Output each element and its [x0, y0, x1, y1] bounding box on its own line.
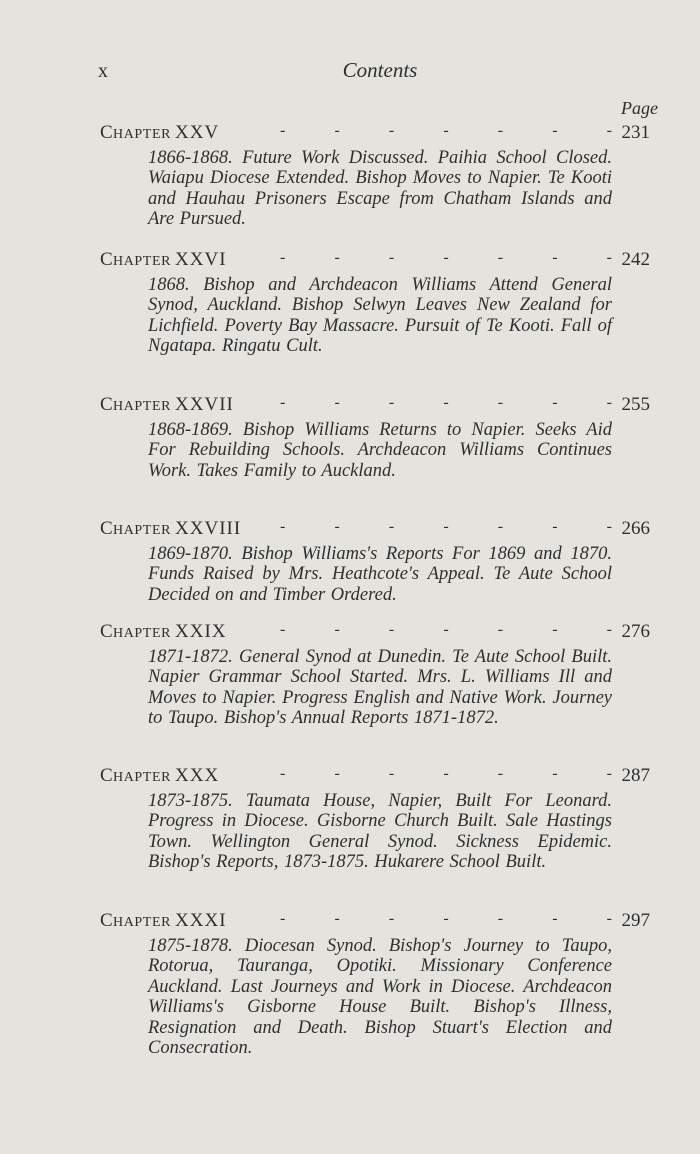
chapter-heading: CHAPTER XXVII	[100, 394, 234, 415]
page-number: 287	[621, 765, 650, 786]
chapter-line	[0, 518, 700, 544]
chapter-summary: 1866-1868. Future Work Discussed. Paihia School Closed. Waiapu Diocese Extended. Bishop Moves to Napier. Te Kooti and Hauhau Prisoners Escape from Chatham Islands and Are Pursued.	[148, 148, 612, 230]
dot-leaders: - - - - - - -	[280, 518, 612, 535]
page-column-label: Page	[621, 98, 658, 118]
dot-leaders: - - - - - - -	[280, 122, 612, 139]
chapter-heading: CHAPTER XXVIII	[100, 518, 242, 539]
chapter-line	[0, 621, 700, 647]
chapter-number: XXX	[175, 765, 220, 786]
toc-entry	[0, 910, 700, 1059]
chapter-heading: CHAPTER XXXI	[100, 910, 227, 931]
chapter-number: XXVII	[175, 394, 234, 415]
chapter-line	[0, 910, 700, 936]
chapter-line	[0, 122, 700, 148]
dot-leaders: - - - - - - -	[280, 765, 612, 782]
chapter-heading: CHAPTER XXV	[100, 122, 220, 143]
chapter-summary: 1868. Bishop and Archdeacon Williams Attend General Synod, Auckland. Bishop Selwyn Leaves New Zealand for Lichfield. Poverty Bay Massacre. Pursuit of Te Kooti. Fall of Ngatapa. Ringatu Cult.	[148, 275, 612, 357]
dot-leaders: - - - - - - -	[280, 910, 612, 927]
chapter-line	[0, 765, 700, 791]
chapter-heading: CHAPTER XXX	[100, 765, 220, 786]
dot-leaders: - - - - - - -	[280, 249, 612, 266]
chapter-heading: CHAPTER XXVI	[100, 249, 227, 270]
page-number: 266	[621, 518, 650, 539]
chapter-line	[0, 249, 700, 275]
toc-entry	[0, 518, 700, 605]
chapter-number: XXVI	[175, 249, 227, 270]
chapter-number: XXIX	[175, 621, 227, 642]
toc-entry	[0, 621, 700, 729]
running-title: Contents	[342, 58, 418, 82]
chapter-summary: 1871-1872. General Synod at Dunedin. Te Aute School Built. Napier Grammar School Started. Mrs. L. Williams Ill and Moves to Napier. Progress English and Native Work. Journey to Taupo. Bishop's Annual Reports 1871-1872.	[148, 647, 612, 729]
toc-entry	[0, 394, 700, 481]
chapter-number: XXVIII	[175, 518, 242, 539]
running-head	[0, 56, 700, 86]
page-numeral: x	[98, 60, 109, 82]
page-number: 231	[621, 122, 650, 143]
dot-leaders: - - - - - - -	[280, 621, 612, 638]
dot-leaders: - - - - - - -	[280, 394, 612, 411]
chapter-heading: CHAPTER XXIX	[100, 621, 227, 642]
chapter-summary: 1869-1870. Bishop Williams's Reports For 1869 and 1870. Funds Raised by Mrs. Heathcote's Appeal. Te Aute School Decided on and Timber Ordered.	[148, 544, 612, 605]
page-number: 255	[621, 394, 650, 415]
chapter-summary: 1875-1878. Diocesan Synod. Bishop's Journey to Taupo, Rotorua, Tauranga, Opotiki. Missionary Conference Auckland. Last Journeys and Work in Diocese. Archdeacon Williams's Gisborne House Built. Bishop's Illness, Resignation and Death. Bishop Stuart's Election and Consecration.	[148, 936, 612, 1059]
toc-entry	[0, 122, 700, 230]
page-number: 297	[621, 910, 650, 931]
toc-entry	[0, 765, 700, 873]
page-number: 242	[621, 249, 650, 270]
chapter-summary: 1868-1869. Bishop Williams Returns to Napier. Seeks Aid For Rebuilding Schools. Archdeacon Williams Continues Work. Takes Family to Auckland.	[148, 420, 612, 481]
chapter-number: XXV	[175, 122, 220, 143]
page-number: 276	[621, 621, 650, 642]
chapter-number: XXXI	[175, 910, 227, 931]
chapter-summary: 1873-1875. Taumata House, Napier, Built For Leonard. Progress in Diocese. Gisborne Church Built. Sale Hastings Town. Wellington General Synod. Sickness Epidemic. Bishop's Reports, 1873-1875. Hukarere School Built.	[148, 791, 612, 873]
toc-entry	[0, 249, 700, 357]
chapter-line	[0, 394, 700, 420]
